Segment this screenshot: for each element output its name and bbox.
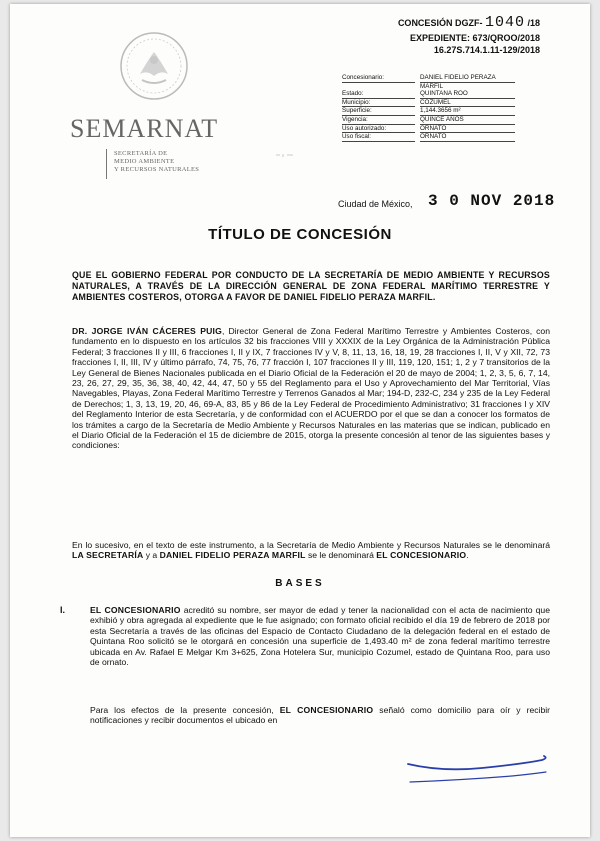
semarnat-logo-subtitle xyxy=(114,150,199,174)
document-page xyxy=(10,4,590,837)
concession-metadata xyxy=(342,74,515,142)
paragraph-text: , Director General de Zona Federal Marítimo Terrestre y Ambientes Costeros, con fundamento en lo dispuesto en los artículos 32 bis fracciones VIII y XXXIX de la Ley Orgánica de la Administración Pública Federal; 3 fracciones II y III, 6 fracciones I, II y IX, 7 fracciones IV y V, 8, 11, 13, 16, 18, 19, 28 fracciones I, II, V y XII, 72, 73 fracciones I, II, III, IV y último párrafo, 74, 75, 76, 77 fracción I, 107 fracciones II y III, 119, 120, 151; 1, 2 y 7 transitorios de la Ley General de Bienes Nacionales publicada en el Diario Oficial de la Federación el 20 de mayo de 2004; 1, 2, 3, 5, 6, 7, 14, 23, 26, 27, 29, 35, 36, 38, 40, 42, 44, 47, 50 y 55 del Reglamento para el Uso y Aprovechamiento del Mar Territorial, Vías Navegables, Playas, Zona Federal Marítimo Terrestre y Terrenos Ganados al Mar; 194-D, 232-C, 234 y 235 de la Ley Federal de Derechos; 1, 3, 13, 19, 20, 46, 69-A, 83, 85 y 86 de la Ley Federal de Procedimiento Administrativo; 31 fracciones I y XIV del Reglamento Interior de esta Secretaría, y de conformidad con el ACUERDO por el que se dan a conocer los formatos de los trámites a cargo de la Secretaría de Medio Ambiente y Recursos Naturales en las materias que se indican, publicado en el Diario Oficial de la Federación el 15 de diciembre de 2015, otorga la presente concesión al tenor de las siguientes bases y condiciones: xyxy=(72,326,550,451)
bold-term: EL CONCESIONARIO xyxy=(90,605,181,615)
logo-divider xyxy=(106,149,107,179)
concesion-number-line xyxy=(398,14,540,31)
meta-value: ORNATO xyxy=(420,125,515,134)
paragraph-text: . xyxy=(466,550,469,561)
meta-row xyxy=(342,133,515,142)
meta-value: MARFIL xyxy=(420,82,444,90)
semarnat-logo: SEMARNAT xyxy=(70,114,219,143)
expediente-line: EXPEDIENTE: 673/QROO/2018 xyxy=(409,33,540,43)
meta-key: Vigencia: xyxy=(342,116,415,125)
paragraph-text: En lo sucesivo, en el texto de este instrumento, a la Secretaría de Medio Ambiente y Recursos Naturales se le denominará xyxy=(72,540,550,550)
concesion-label: CONCESIÓN DGZF- xyxy=(397,18,483,28)
intro-paragraph: QUE EL GOBIERNO FEDERAL POR CONDUCTO DE LA SECRETARÍA DE MEDIO AMBIENTE Y RECURSOS NATURALES, A TRAVÉS DE LA DIRECCIÓN GENERAL DE ZONA FEDERAL MARÍTIMO TERRESTRE Y AMBIENTES COSTEROS, OTORGA A FAVOR DE DANIEL FIDELIO PERAZA MARFIL. xyxy=(72,270,550,303)
national-seal-icon xyxy=(118,30,190,102)
base-1-paragraph xyxy=(90,605,550,667)
paragraph-text: y a xyxy=(143,550,160,561)
paragraph-text: se le denominará xyxy=(305,550,377,561)
bases-heading: BASES xyxy=(275,578,325,589)
meta-value: 1,144.3656 m² xyxy=(420,107,515,116)
paragraph-text: acreditó su nombre, ser mayor de edad y tener la nacionalidad con el acta de nacimiento que exhibió y obra agregada al expediente que le fue asignado; con formato oficial recibido el día 19 de febrero de 2018 por esta Secretaría a través de las oficinas del Espacio de Contacto Ciudadano de la delegación federal en el estado de Quintana Roo solicitó se le otorgará en concesión una superficie de 1,493.40 m² de zona federal marítimo terrestre ubicada en Av. Rafael E Melgar Km 3+625, Zona Hotelera Sur, municipio Cozumel, estado de Quintana Roo, para uso de ornato. xyxy=(90,605,550,668)
logo-sub-line: MEDIO AMBIENTE xyxy=(114,158,175,165)
meta-value: ORNATO xyxy=(420,133,515,142)
concesion-number: 1040 xyxy=(484,14,525,31)
logo-sub-line: Y RECURSOS NATURALES xyxy=(114,166,200,173)
faint-mark-icon xyxy=(275,152,295,158)
meta-value: DANIEL FIDELIO PERAZA xyxy=(420,74,515,83)
concesion-year: /18 xyxy=(527,18,540,28)
bold-term: LA SECRETARÍA xyxy=(72,550,144,561)
meta-row xyxy=(342,90,515,99)
bold-term: DANIEL FIDELIO PERAZA MARFIL xyxy=(159,550,306,561)
paragraph-legal-basis xyxy=(72,326,550,451)
meta-row xyxy=(342,125,515,134)
meta-key: Estado: xyxy=(342,90,415,99)
meta-row xyxy=(342,107,515,116)
date-city: Ciudad de México, xyxy=(338,199,413,209)
bold-term: EL CONCESIONARIO xyxy=(376,550,467,561)
handwritten-mark-icon xyxy=(402,742,552,792)
logo-sub-line: SECRETARÍA DE xyxy=(114,150,168,157)
paragraph-text: señaló como domicilio para oír y recibir notificaciones y recibir documentos el ubicado en xyxy=(90,705,551,726)
meta-row xyxy=(342,116,515,125)
base-number: I. xyxy=(60,605,66,615)
meta-key: Municipio: xyxy=(342,99,415,108)
meta-key: Uso fiscal: xyxy=(342,133,415,142)
meta-value: COZUMEL xyxy=(420,99,515,108)
meta-value: QUINCE AÑOS xyxy=(420,116,515,125)
document-title: TÍTULO DE CONCESIÓN xyxy=(208,226,392,243)
meta-row xyxy=(342,99,515,108)
meta-key: Concesionario: xyxy=(342,74,415,83)
official-name: DR. JORGE IVÁN CÁCERES PUIG xyxy=(72,326,223,336)
date-stamp: 3 0 NOV 2018 xyxy=(428,192,556,210)
meta-row xyxy=(342,74,515,83)
paragraph-domicile xyxy=(90,705,550,726)
meta-key: Superficie: xyxy=(342,107,415,116)
paragraph-text: Para los efectos de la presente concesión, xyxy=(90,705,280,715)
meta-value: QUINTANA ROO xyxy=(420,90,515,99)
bold-term: EL CONCESIONARIO xyxy=(279,705,374,715)
meta-row xyxy=(342,83,515,91)
paragraph-denominations xyxy=(72,540,550,561)
clave-line: 16.27S.714.1.11-129/2018 xyxy=(433,45,540,55)
meta-key: Uso autorizado: xyxy=(342,125,415,134)
